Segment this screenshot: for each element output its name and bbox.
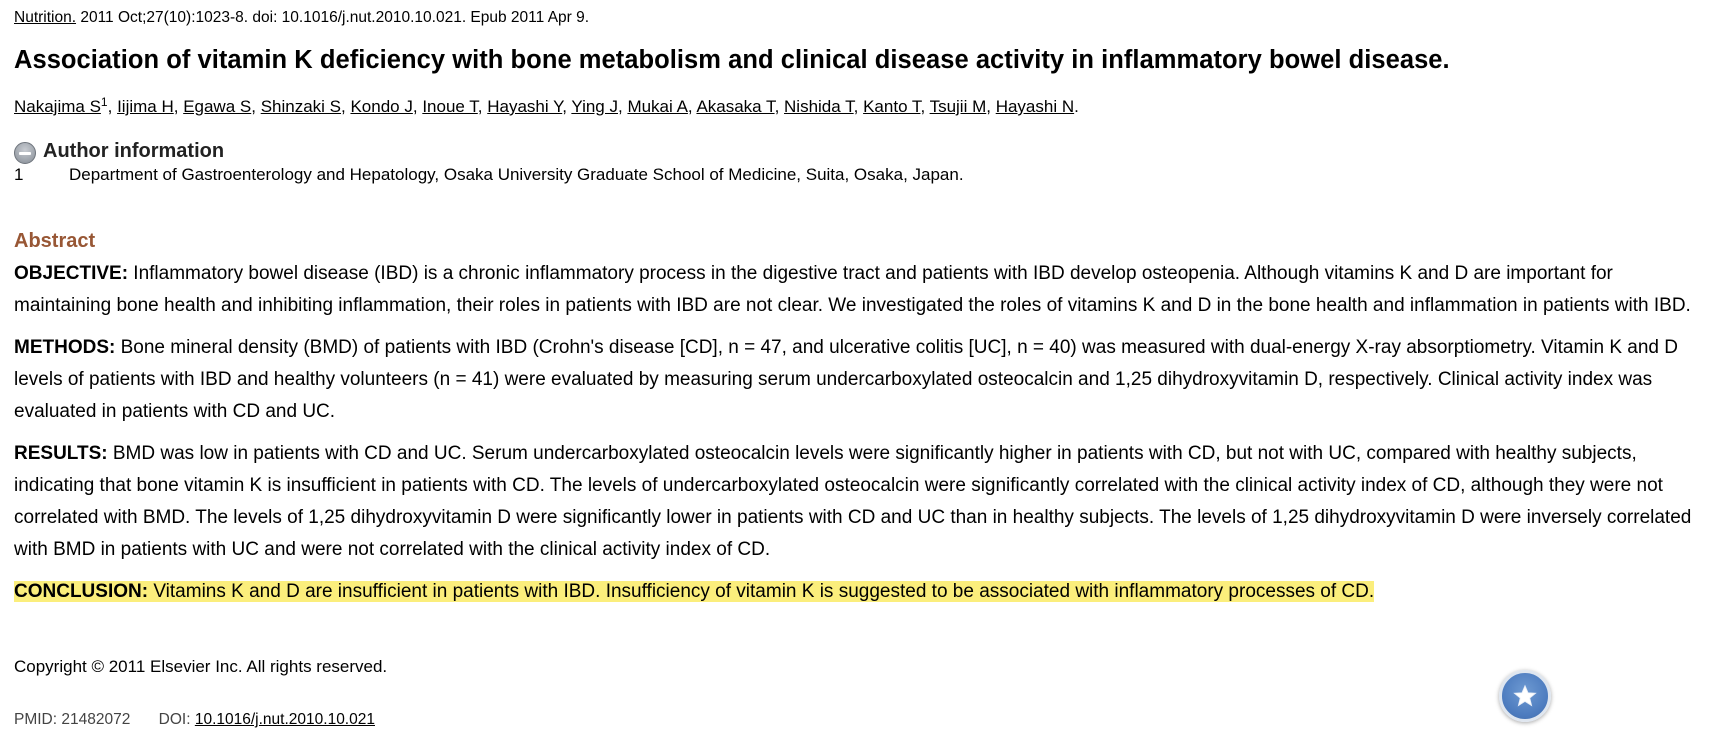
author-separator: , (617, 97, 628, 116)
author-separator: . (1074, 97, 1079, 116)
author-separator: , (251, 97, 261, 116)
abstract-results (14, 438, 1706, 566)
doi-label: DOI: (158, 711, 191, 728)
journal-link[interactable]: Nutrition. (14, 9, 77, 26)
author-link[interactable]: Kondo J (350, 97, 413, 116)
author-separator: , (477, 97, 488, 116)
methods-label: METHODS: (14, 337, 116, 358)
author-link[interactable]: Inoue T (422, 97, 478, 116)
pmid-value: 21482072 (61, 711, 131, 728)
author-separator: , (341, 97, 351, 116)
abstract-objective (14, 258, 1706, 322)
collapse-minus-icon[interactable] (14, 142, 36, 164)
results-text: BMD was low in patients with CD and UC. Serum undercarboxylated osteocalcin levels were significantly higher in patients with CD, but not with UC, compared with healthy subjects, indicating that bone vitamin K is insufficient in patients with CD. The levels of undercarboxylated osteocalcin were significantly correlated with the clinical activity index of CD, although they were not correlated with BMD. The levels of 1,25 dihydroxyvitamin D were significantly lower in patients with CD and UC than in healthy subjects. The levels of 1,25 dihydroxyvitamin D were inversely correlated with BMD in patients with UC and were not correlated with the clinical activity index of CD. (14, 443, 1692, 560)
author-link[interactable]: Akasaka T (696, 97, 775, 116)
objective-label: OBJECTIVE: (14, 263, 129, 284)
citation-details: 2011 Oct;27(10):1023-8. doi: 10.1016/j.nut.2010.10.021. Epub 2011 Apr 9. (76, 9, 590, 26)
article-title: Association of vitamin K deficiency with bone metabolism and clinical disease activity in inflammatory bowel disease. (14, 46, 1450, 74)
author-link[interactable]: Nishida T (784, 97, 854, 116)
author-link[interactable]: Iijima H (117, 97, 174, 116)
author-link[interactable]: Egawa S (183, 97, 252, 116)
abstract-methods (14, 332, 1706, 428)
author-link[interactable]: Hayashi Y (487, 97, 563, 116)
author-separator: , (107, 97, 118, 116)
author-link[interactable]: Hayashi N (995, 97, 1075, 116)
article-identifiers (14, 711, 375, 729)
affiliation-number: 1 (14, 165, 24, 184)
favorite-star-button[interactable] (1499, 670, 1551, 722)
author-separator: , (853, 97, 864, 116)
author-information-toggle[interactable] (14, 139, 224, 164)
author-separator: , (562, 97, 572, 116)
methods-text: Bone mineral density (BMD) of patients with IBD (Crohn's disease [CD], n = 47, and ulcerative colitis [UC], n = 40) was measured with dual-energy X-ray absorptiometry. Vitamin K and D levels of patients with IBD and healthy volunteers (n = 41) were evaluated by measuring serum undercarboxylated osteocalcin and 1,25 dihydroxyvitamin D, respectively. Clinical activity index was evaluated in patients with CD and UC. (14, 337, 1678, 422)
author-separator: , (173, 97, 184, 116)
author-link[interactable]: Kanto T (863, 97, 921, 116)
copyright-notice: Copyright © 2011 Elsevier Inc. All rights reserved. (14, 657, 388, 676)
conclusion-text: Vitamins K and D are insufficient in patients with IBD. Insufficiency of vitamin K is suggested to be associated with inflammatory processes of CD. (148, 581, 1375, 602)
objective-text: Inflammatory bowel disease (IBD) is a chronic inflammatory process in the digestive tract and patients with IBD develop osteopenia. Although vitamins K and D are important for maintaining bone health and inhibiting inflammation, their roles in patients with IBD are not clear. We investigated the roles of vitamins K and D in the bone health and inflammation in patients with IBD. (14, 263, 1691, 316)
author-affiliation-sup: 1 (100, 95, 108, 109)
author-separator: , (687, 97, 697, 116)
abstract-body (14, 258, 1706, 618)
conclusion-highlight (14, 581, 1374, 602)
pmid-label: PMID: (14, 711, 58, 728)
author-link[interactable]: Tsujii M (929, 97, 987, 116)
results-label: RESULTS: (14, 443, 108, 464)
affiliation-text: Department of Gastroenterology and Hepatology, Osaka University Graduate School of Medicine, Suita, Osaka, Japan. (69, 165, 964, 184)
author-link[interactable]: Mukai A (627, 97, 688, 116)
author-separator: , (920, 97, 930, 116)
author-separator: , (986, 97, 996, 116)
abstract-heading: Abstract (14, 230, 96, 252)
citation-line (14, 9, 589, 27)
abstract-conclusion (14, 576, 1706, 608)
conclusion-label: CONCLUSION: (14, 581, 149, 602)
author-link[interactable]: Nakajima S (14, 97, 101, 116)
author-link[interactable]: Shinzaki S (260, 97, 342, 116)
author-separator: , (412, 97, 423, 116)
doi-link[interactable]: 10.1016/j.nut.2010.10.021 (194, 711, 375, 728)
author-list (14, 97, 1079, 117)
star-icon (1512, 683, 1538, 709)
affiliation-item (14, 165, 964, 185)
author-link[interactable]: Ying J (571, 97, 618, 116)
author-information-heading: Author information (43, 140, 225, 162)
author-separator: , (774, 97, 785, 116)
